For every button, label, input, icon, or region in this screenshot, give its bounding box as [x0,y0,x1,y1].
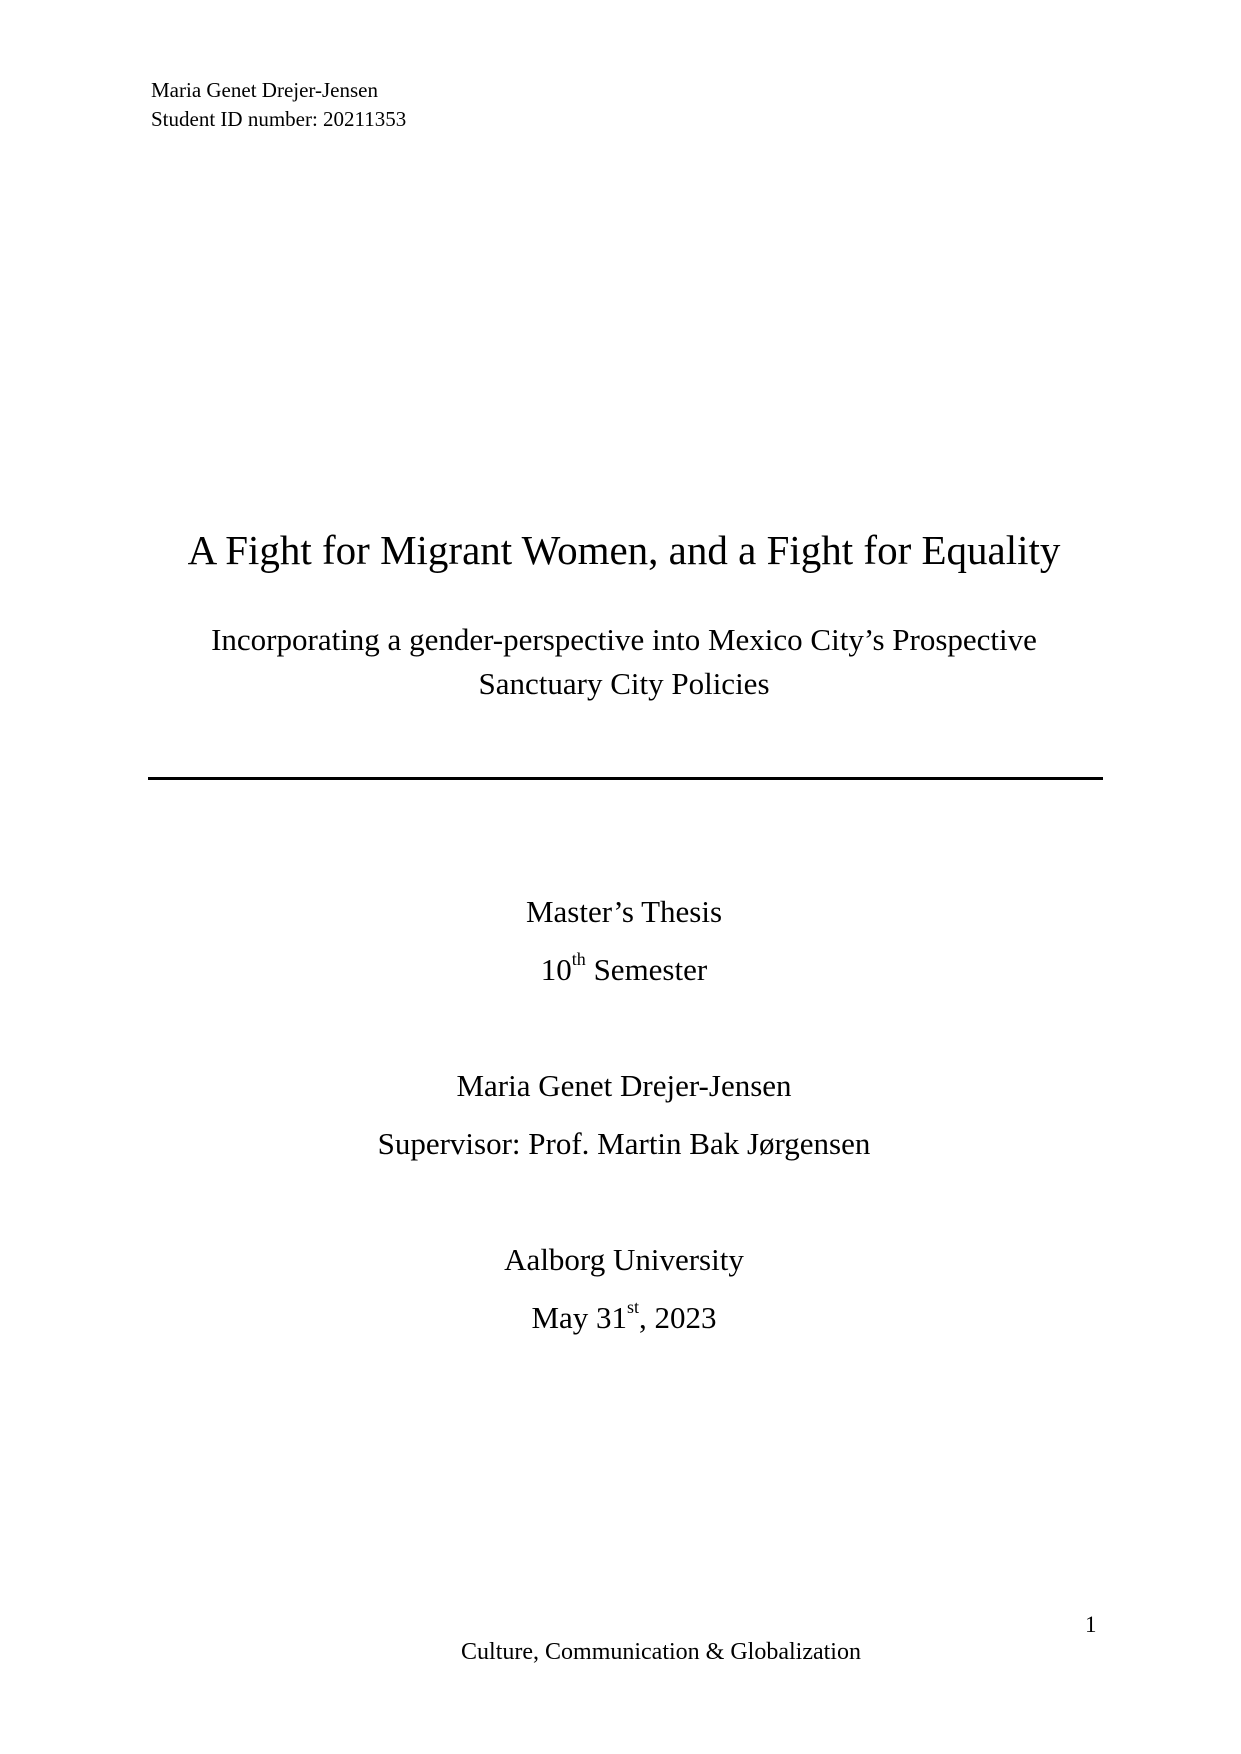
semester-suffix: th [571,948,586,969]
header-author-name: Maria Genet Drejer-Jensen [151,78,378,102]
thesis-info [0,883,1241,999]
header-student-id: Student ID number: 20211353 [151,107,407,131]
author-name: Maria Genet Drejer-Jensen [456,1068,792,1103]
subtitle-line-1: Incorporating a gender-perspective into Mexico City’s Prospective [211,622,1037,657]
date-suffix: st [627,1296,640,1317]
page-footer: Culture, Communication & Globalization [461,1639,861,1665]
date-year: , 2023 [639,1300,717,1335]
supervisor-name: Supervisor: Prof. Martin Bak Jørgensen [377,1126,871,1161]
thesis-subtitle [0,618,1241,706]
institution-info [0,1231,1241,1347]
thesis-title: A Fight for Migrant Women, and a Fight for Equality [187,527,1061,573]
subtitle-line-2: Sanctuary City Policies [478,666,770,701]
submission-date [0,1289,1241,1347]
page-header [151,76,406,134]
date-day: May 31 [531,1300,628,1335]
author-info [0,1057,1241,1173]
semester-number: 10 [540,952,572,987]
thesis-semester [0,941,1241,999]
title-divider [148,777,1103,780]
semester-word: Semester [585,952,708,987]
university-name: Aalborg University [504,1242,744,1277]
thesis-type: Master’s Thesis [525,894,723,929]
page-number: 1 [1085,1612,1097,1637]
